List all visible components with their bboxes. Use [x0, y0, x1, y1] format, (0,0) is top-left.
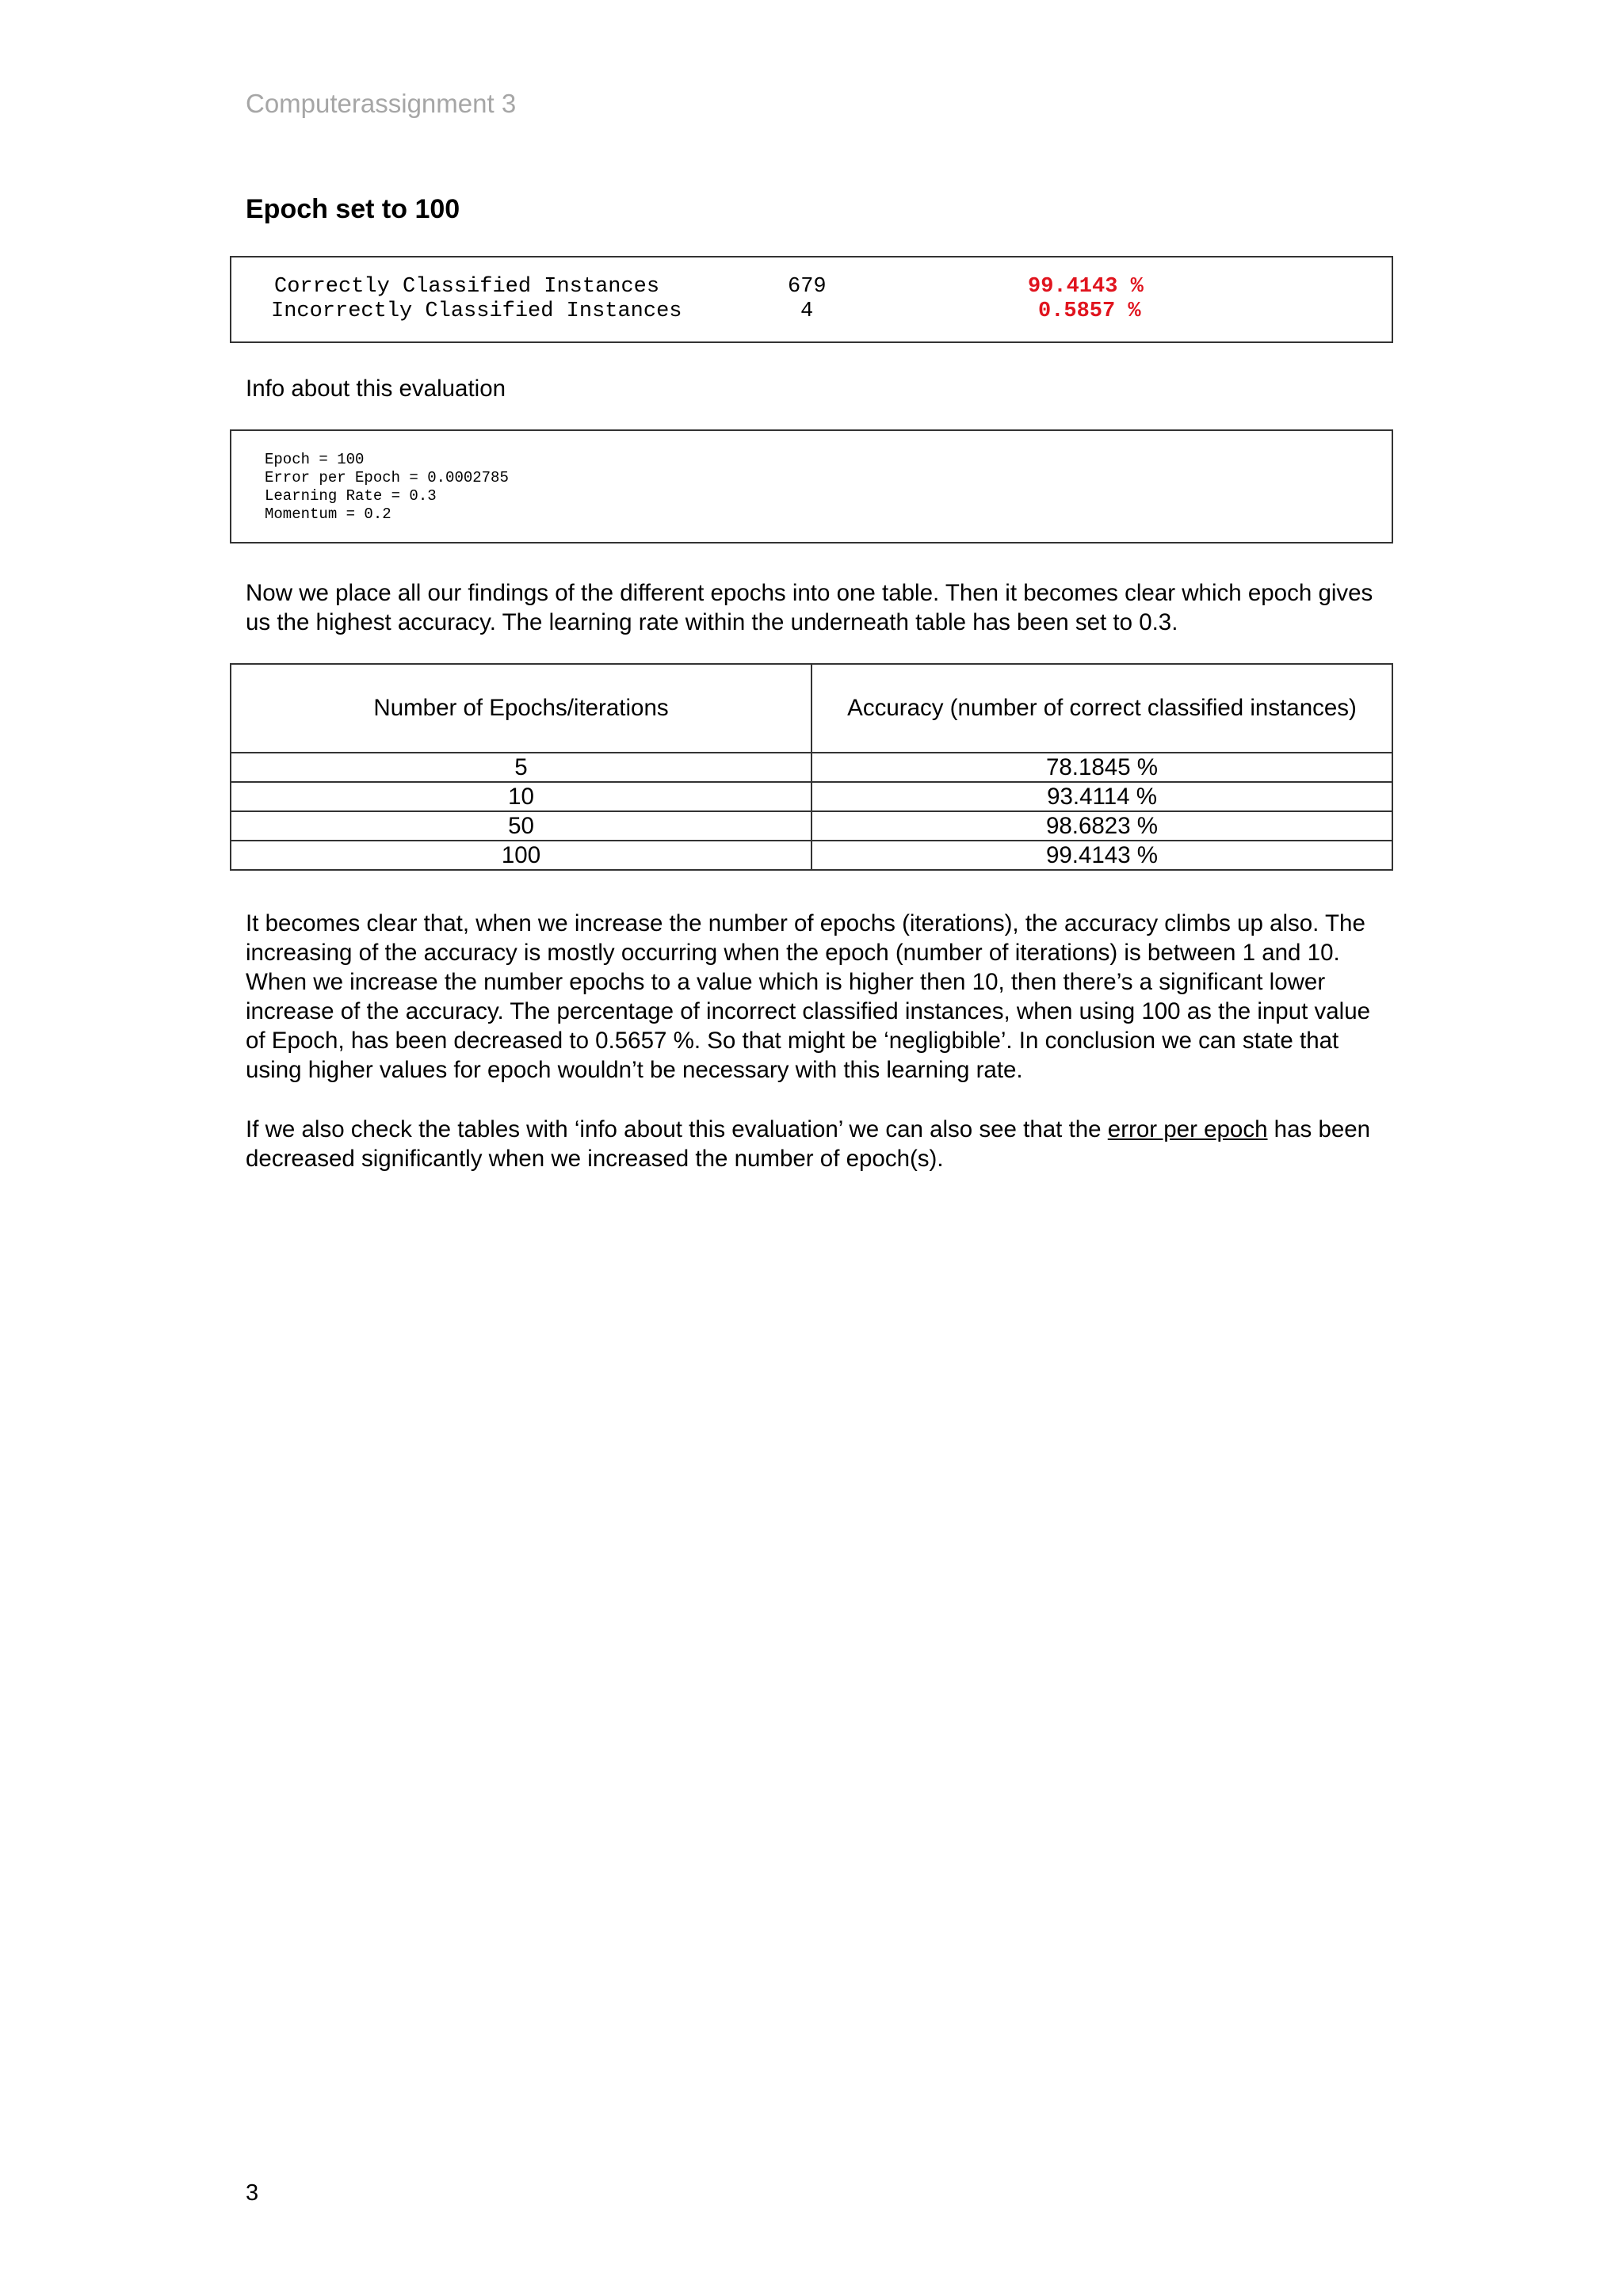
underlined-term: error per epoch	[1107, 1116, 1268, 1142]
table-header-row	[231, 664, 1392, 753]
table-cell: 98.6823 %	[812, 811, 1392, 841]
summary-count: 679	[788, 275, 827, 299]
table-row	[231, 811, 1392, 841]
table-row	[231, 782, 1392, 811]
info-line: Epoch = 100	[265, 451, 365, 468]
table-cell: 93.4114 %	[812, 782, 1392, 811]
table-row	[231, 841, 1392, 870]
info-line: Error per Epoch = 0.0002785	[265, 469, 509, 486]
table-cell: 100	[231, 841, 812, 870]
table-cell: 50	[231, 811, 812, 841]
summary-label: Incorrectly Classified Instances	[271, 299, 682, 323]
evaluation-info-box	[230, 429, 1393, 543]
table-header-cell: Accuracy (number of correct classified instances)	[812, 664, 1392, 753]
intro-paragraph: Now we place all our findings of the different epochs into one table. Then it becomes clear which epoch gives us the highest accuracy. The learning rate within the underneath table has been set to 0.3.	[246, 580, 1373, 635]
summary-percent: 99.4143 %	[1028, 275, 1144, 299]
table-header-cell: Number of Epochs/iterations	[231, 664, 812, 753]
table-cell: 10	[231, 782, 812, 811]
table-cell: 78.1845 %	[812, 753, 1392, 782]
table-row	[231, 753, 1392, 782]
section-title: Epoch set to 100	[246, 194, 460, 224]
page-number: 3	[246, 2180, 259, 2206]
final-paragraph	[246, 1115, 1387, 1173]
final-paragraph-text: If we also check the tables with ‘info about this evaluation’ we can also see that the	[246, 1116, 1108, 1142]
classification-summary-box	[230, 256, 1393, 343]
running-header: Computerassignment 3	[246, 89, 517, 118]
table-cell: 5	[231, 753, 812, 782]
info-label: Info about this evaluation	[246, 376, 506, 402]
summary-label: Correctly Classified Instances	[274, 275, 660, 299]
table-cell: 99.4143 %	[812, 841, 1392, 870]
summary-percent: 0.5857 %	[1038, 299, 1141, 323]
info-line: Momentum = 0.2	[265, 505, 391, 523]
accuracy-table	[230, 663, 1393, 871]
final-paragraph-text: has been decreased significantly when we increased the number of epoch(s).	[246, 1116, 1371, 1172]
conclusion-paragraph: It becomes clear that, when we increase the number of epochs (iterations), the accuracy climbs up also. The increasing of the accuracy is mostly occurring when the epoch (number of iterations) is between 1 and 10. When we increase the number epochs to a value which is higher then 10, then there’s a significant lower increase of the accuracy. The percentage of incorrect classified instances, when using 100 as the input value of Epoch, has been decreased to 0.5657 %. So that might be ‘negligbible’. In conclusion we can state that using higher values for epoch wouldn’t be necessary with this learning rate.	[246, 910, 1371, 1083]
info-line: Learning Rate = 0.3	[265, 487, 437, 505]
summary-count: 4	[800, 299, 814, 323]
